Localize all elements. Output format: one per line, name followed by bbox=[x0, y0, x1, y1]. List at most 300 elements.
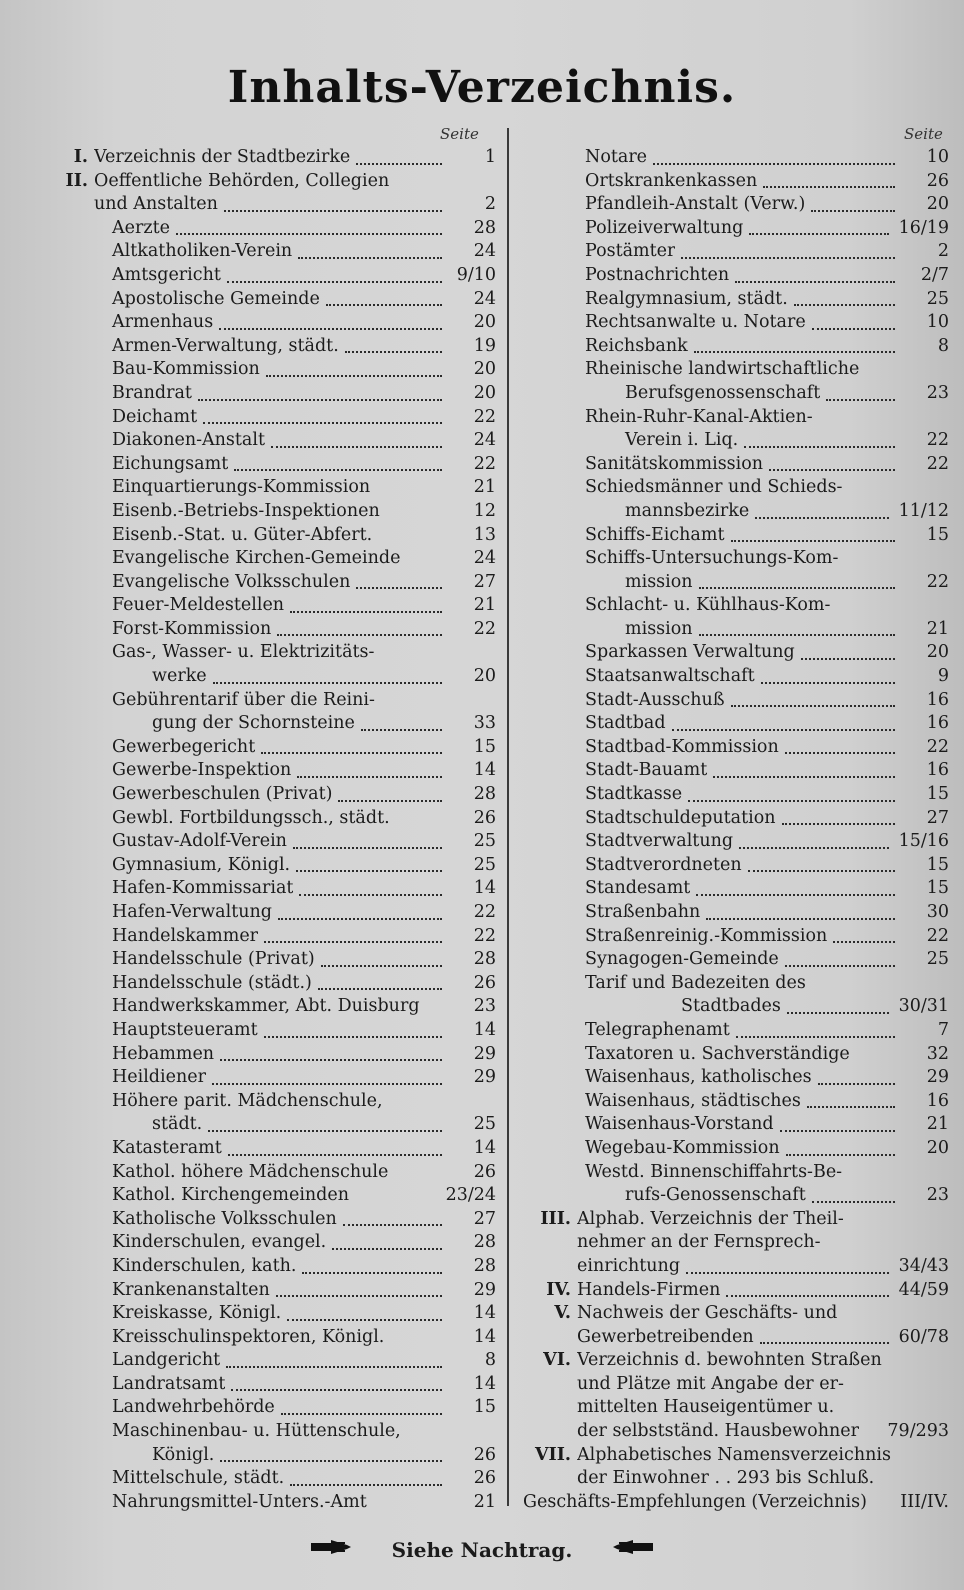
toc-entry bbox=[56, 1279, 496, 1303]
dot-leader bbox=[696, 884, 895, 896]
toc-entry-label: Katholische Volksschulen bbox=[112, 1208, 337, 1229]
toc-entry bbox=[523, 170, 949, 194]
toc-entry-page: 22 bbox=[473, 925, 496, 946]
toc-entry bbox=[523, 1019, 949, 1043]
dot-leader bbox=[302, 1262, 442, 1274]
toc-entry bbox=[523, 594, 949, 618]
toc-entry-page: 13 bbox=[473, 524, 496, 545]
dot-leader bbox=[681, 247, 895, 259]
toc-entry-page: 22 bbox=[473, 453, 496, 474]
dot-leader bbox=[299, 884, 442, 896]
toc-entry bbox=[523, 1373, 949, 1397]
toc-entry-page: 26 bbox=[926, 170, 949, 191]
dot-leader bbox=[713, 766, 895, 778]
toc-entry-label: Gustav-Adolf-Verein bbox=[112, 831, 287, 852]
toc-entry bbox=[56, 476, 496, 500]
dot-leader bbox=[787, 1002, 889, 1014]
dot-leader bbox=[812, 1191, 895, 1203]
dot-leader bbox=[731, 695, 895, 707]
dot-leader bbox=[356, 153, 442, 165]
toc-entry-label: Gewerbe-Inspektion bbox=[112, 760, 292, 781]
toc-entry-label: Standesamt bbox=[585, 878, 691, 899]
toc-entry bbox=[523, 689, 949, 713]
dot-leader bbox=[694, 341, 895, 353]
toc-entry bbox=[523, 358, 949, 382]
toc-entry bbox=[523, 1231, 949, 1255]
toc-entry-label: Eisenb.-Betriebs-Inspektionen bbox=[112, 500, 380, 521]
dot-leader bbox=[744, 436, 895, 448]
dot-leader bbox=[739, 837, 888, 849]
toc-entry bbox=[56, 925, 496, 949]
toc-entry bbox=[523, 453, 949, 477]
toc-entry-label: Telegraphenamt bbox=[585, 1019, 730, 1040]
dot-leader bbox=[686, 1262, 889, 1274]
toc-entry bbox=[523, 736, 949, 760]
pointing-hand-left-icon bbox=[611, 1537, 655, 1562]
dot-leader bbox=[276, 1285, 442, 1297]
toc-entry-page: 16/19 bbox=[898, 217, 949, 238]
toc-entry bbox=[56, 193, 496, 217]
toc-entry-page: 15 bbox=[926, 784, 949, 805]
toc-entry-page: 23 bbox=[926, 1185, 949, 1206]
toc-entry bbox=[523, 335, 949, 359]
toc-entry-label: Rhein-Ruhr-Kanal-Aktien- bbox=[585, 406, 813, 427]
toc-entry-page: 20 bbox=[926, 1137, 949, 1158]
toc-entry-page: 28 bbox=[473, 949, 496, 970]
toc-entry bbox=[56, 524, 496, 548]
toc-entry-label: Tarif und Badezeiten des bbox=[585, 972, 806, 993]
toc-entry bbox=[56, 594, 496, 618]
toc-entry-label: Rechtsanwalte u. Notare bbox=[585, 312, 806, 333]
dot-leader bbox=[760, 1332, 889, 1344]
toc-entry-label: Taxatoren u. Sachverständige bbox=[585, 1043, 850, 1064]
dot-leader bbox=[290, 601, 442, 613]
toc-entry bbox=[523, 571, 949, 595]
toc-entry bbox=[523, 406, 949, 430]
toc-entry bbox=[523, 901, 949, 925]
toc-entry bbox=[56, 712, 496, 736]
toc-entry-label: Katasteramt bbox=[112, 1137, 222, 1158]
toc-entry bbox=[56, 1326, 496, 1350]
toc-entry-label: Waisenhaus, städtisches bbox=[585, 1090, 801, 1111]
toc-entry-page: 14 bbox=[473, 760, 496, 781]
dot-leader bbox=[769, 459, 895, 471]
toc-entry bbox=[56, 995, 496, 1019]
toc-entry bbox=[56, 618, 496, 642]
toc-entry-label: Gewerbegericht bbox=[112, 736, 256, 757]
toc-entry bbox=[523, 1208, 949, 1232]
toc-entry-page: 22 bbox=[926, 736, 949, 757]
toc-entry-page: 2 bbox=[937, 241, 949, 262]
toc-entry-label: Kathol. höhere Mädchenschule bbox=[112, 1161, 389, 1182]
toc-entry bbox=[523, 618, 949, 642]
dot-leader bbox=[735, 271, 895, 283]
toc-entry bbox=[523, 382, 949, 406]
toc-entry bbox=[56, 406, 496, 430]
toc-entry-label: Geschäfts-Empfehlungen (Verzeichnis) bbox=[523, 1491, 867, 1512]
toc-entry bbox=[523, 1161, 949, 1185]
toc-entry-label: Gewerbeschulen (Privat) bbox=[112, 784, 333, 805]
toc-entry-page: 15/16 bbox=[898, 831, 949, 852]
toc-entry bbox=[56, 429, 496, 453]
toc-entry-label: und Plätze mit Angabe der er- bbox=[577, 1373, 844, 1394]
toc-entry bbox=[523, 1066, 949, 1090]
toc-entry bbox=[523, 1090, 949, 1114]
toc-entry bbox=[523, 1043, 949, 1067]
toc-entry-label: Hauptsteueramt bbox=[112, 1019, 258, 1040]
footer-text: Siehe Nachtrag. bbox=[391, 1537, 573, 1562]
toc-entry-label: Landgericht bbox=[112, 1350, 221, 1371]
toc-entry bbox=[56, 1090, 496, 1114]
dot-leader bbox=[782, 813, 895, 825]
toc-entry-page: 24 bbox=[473, 288, 496, 309]
dot-leader bbox=[287, 1309, 442, 1321]
toc-entry-label: Forst-Kommission bbox=[112, 618, 272, 639]
toc-entry-label: mission bbox=[625, 618, 693, 639]
toc-entry-page: 25 bbox=[473, 1114, 496, 1135]
dot-leader bbox=[699, 624, 895, 636]
toc-entry-label: Alphab. Verzeichnis der Theil- bbox=[577, 1208, 844, 1229]
toc-entry-page: 9/10 bbox=[456, 264, 496, 285]
toc-entry bbox=[56, 217, 496, 241]
dot-leader bbox=[208, 1120, 442, 1132]
toc-entry-label: Kinderschulen, evangel. bbox=[112, 1232, 327, 1253]
toc-entry-label: Handelskammer bbox=[112, 925, 259, 946]
toc-entry-page: 21 bbox=[926, 618, 949, 639]
toc-entry-label: der selbstständ. Hausbewohner bbox=[577, 1421, 859, 1442]
toc-entry bbox=[523, 641, 949, 665]
toc-entry-label: Armenhaus bbox=[112, 312, 214, 333]
toc-entry-label: Stadtbad bbox=[585, 713, 666, 734]
toc-entry bbox=[56, 500, 496, 524]
toc-entry bbox=[523, 830, 949, 854]
toc-entry-label: Stadtschuldeputation bbox=[585, 807, 776, 828]
toc-entry-page: 27 bbox=[473, 571, 496, 592]
toc-entry bbox=[56, 1161, 496, 1185]
dot-leader bbox=[699, 577, 895, 589]
toc-entry-label: Königl. bbox=[152, 1444, 215, 1465]
toc-entry-page: III/IV. bbox=[900, 1491, 949, 1512]
dot-leader bbox=[203, 412, 442, 424]
toc-entry bbox=[523, 972, 949, 996]
dot-leader bbox=[219, 318, 442, 330]
toc-entry-page: 44/59 bbox=[898, 1279, 949, 1300]
toc-entry-label: Waisenhaus, katholisches bbox=[585, 1067, 812, 1088]
toc-entry-label: Schlacht- u. Kühlhaus-Kom- bbox=[585, 595, 831, 616]
toc-entry-label: Landwehrbehörde bbox=[112, 1397, 275, 1418]
toc-entry-label: Hafen-Verwaltung bbox=[112, 902, 272, 922]
toc-entry-label: Stadtverordneten bbox=[585, 854, 742, 875]
toc-entry bbox=[56, 1231, 496, 1255]
toc-entry-page: 25 bbox=[926, 949, 949, 970]
toc-entry bbox=[523, 783, 949, 807]
toc-entry-page: 22 bbox=[473, 902, 496, 922]
toc-entry-label: mission bbox=[625, 571, 693, 592]
toc-entry-label: Kreisschulinspektoren, Königl. bbox=[112, 1326, 385, 1347]
toc-entry-page: 10 bbox=[926, 147, 949, 167]
toc-entry-label: Sanitätskommission bbox=[585, 453, 764, 474]
toc-entry bbox=[523, 547, 949, 571]
toc-entry-page: 21 bbox=[926, 1114, 949, 1135]
toc-entry bbox=[56, 571, 496, 595]
toc-entry bbox=[56, 382, 496, 406]
dot-leader bbox=[807, 1096, 895, 1108]
toc-entry bbox=[523, 217, 949, 241]
seite-label-left: Seite bbox=[440, 125, 479, 143]
toc-entry-label: Westd. Binnenschiffahrts-Be- bbox=[585, 1161, 843, 1182]
toc-entry bbox=[523, 854, 949, 878]
dot-leader bbox=[277, 624, 442, 636]
toc-entry bbox=[523, 524, 949, 548]
toc-entry-page: 26 bbox=[473, 1161, 496, 1182]
toc-entry bbox=[523, 1349, 949, 1373]
toc-entry-label: rufs-Genossenschaft bbox=[625, 1185, 806, 1206]
toc-entry-page: 25 bbox=[473, 831, 496, 852]
toc-entry bbox=[56, 1302, 496, 1326]
toc-entry-label: Notare bbox=[585, 147, 648, 167]
dot-leader bbox=[338, 790, 442, 802]
toc-entry-page: 14 bbox=[473, 1137, 496, 1158]
toc-entry-page: 26 bbox=[473, 1444, 496, 1465]
toc-entry bbox=[56, 1255, 496, 1279]
toc-entry-label: Kreiskasse, Königl. bbox=[112, 1303, 282, 1324]
toc-entry-label: mannsbezirke bbox=[625, 500, 750, 521]
toc-entry-label: Stadt-Ausschuß bbox=[585, 689, 725, 710]
toc-entry-page: 14 bbox=[473, 1373, 496, 1394]
toc-entry-label: Gebührentarif über die Reini- bbox=[112, 689, 375, 710]
toc-entry bbox=[56, 547, 496, 571]
toc-entry bbox=[523, 995, 949, 1019]
toc-entry bbox=[523, 1113, 949, 1137]
dot-leader bbox=[198, 389, 442, 401]
toc-entry-label: Aerzte bbox=[112, 217, 170, 238]
toc-entry-page: 79/293 bbox=[887, 1421, 949, 1442]
toc-entry-page: 60/78 bbox=[898, 1326, 949, 1347]
dot-leader bbox=[361, 719, 442, 731]
toc-entry-page: 21 bbox=[473, 477, 496, 498]
toc-entry-label: nehmer an der Fernsprech- bbox=[577, 1232, 821, 1253]
dot-leader bbox=[264, 1026, 442, 1038]
dot-leader bbox=[264, 931, 442, 943]
toc-entry bbox=[56, 453, 496, 477]
toc-entry-page: 15 bbox=[473, 1397, 496, 1418]
toc-entry bbox=[523, 1184, 949, 1208]
toc-entry-label: Eichungsamt bbox=[112, 453, 229, 474]
dot-leader bbox=[220, 1450, 442, 1462]
toc-entry-label: Handelsschule (städt.) bbox=[112, 972, 312, 993]
toc-entry bbox=[56, 1184, 496, 1208]
toc-entry bbox=[56, 1349, 496, 1373]
toc-entry-label: Verein i. Liq. bbox=[625, 430, 739, 451]
toc-entry bbox=[523, 429, 949, 453]
dot-leader bbox=[266, 365, 442, 377]
toc-entry-page: 23 bbox=[473, 996, 496, 1017]
toc-entry bbox=[56, 807, 496, 831]
dot-leader bbox=[213, 672, 442, 684]
dot-leader bbox=[763, 176, 895, 188]
dot-leader bbox=[278, 908, 442, 920]
dot-leader bbox=[785, 742, 895, 754]
toc-entry-page: 16 bbox=[926, 760, 949, 781]
toc-entry-label: Einquartierungs-Kommission bbox=[112, 477, 371, 498]
toc-entry-page: 12 bbox=[473, 500, 496, 521]
toc-entry bbox=[523, 264, 949, 288]
dot-leader bbox=[326, 294, 442, 306]
toc-entry bbox=[56, 854, 496, 878]
toc-entry-number: II. bbox=[65, 170, 88, 191]
toc-entry-page: 20 bbox=[473, 666, 496, 687]
toc-entry-page: 20 bbox=[473, 359, 496, 380]
toc-entry-label: Nachweis der Geschäfts- und bbox=[577, 1303, 838, 1324]
toc-entry-label: einrichtung bbox=[577, 1255, 681, 1276]
toc-entry-label: Schiffs-Eichamt bbox=[585, 524, 725, 545]
toc-entry-page: 16 bbox=[926, 689, 949, 710]
toc-entry-page: 22 bbox=[926, 453, 949, 474]
toc-entry bbox=[56, 264, 496, 288]
dot-leader bbox=[321, 955, 442, 967]
toc-entry bbox=[56, 689, 496, 713]
toc-entry bbox=[523, 193, 949, 217]
toc-entry-page: 20 bbox=[926, 194, 949, 215]
toc-entry bbox=[56, 240, 496, 264]
dot-leader bbox=[297, 766, 442, 778]
toc-entry-page: 23 bbox=[926, 382, 949, 403]
toc-entry-label: Eisenb.-Stat. u. Güter-Abfert. bbox=[112, 524, 373, 545]
dot-leader bbox=[176, 223, 442, 235]
toc-entry bbox=[523, 1396, 949, 1420]
toc-entry bbox=[523, 1302, 949, 1326]
dot-leader bbox=[726, 1285, 888, 1297]
toc-entry bbox=[523, 807, 949, 831]
dot-leader bbox=[261, 742, 442, 754]
toc-entry bbox=[56, 1396, 496, 1420]
dot-leader bbox=[706, 908, 895, 920]
toc-entry-page: 15 bbox=[926, 854, 949, 875]
toc-entry-label: städt. bbox=[152, 1114, 203, 1135]
toc-entry-label: Gymnasium, Königl. bbox=[112, 854, 291, 875]
toc-entry-label: Armen-Verwaltung, städt. bbox=[112, 335, 339, 356]
toc-entry-label: Altkatholiken-Verein bbox=[112, 241, 293, 262]
toc-entry-page: 8 bbox=[484, 1350, 496, 1371]
dot-leader bbox=[345, 341, 442, 353]
toc-entry-label: Stadtbades bbox=[681, 996, 781, 1017]
toc-entry bbox=[56, 1113, 496, 1137]
toc-entry-page: 8 bbox=[937, 335, 949, 356]
toc-entry-number: VII. bbox=[534, 1444, 571, 1465]
toc-entry-label: Reichsbank bbox=[585, 335, 688, 356]
toc-entry bbox=[56, 288, 496, 312]
toc-entry-page: 16 bbox=[926, 713, 949, 734]
toc-entry bbox=[523, 1137, 949, 1161]
toc-entry-label: Handels-Firmen bbox=[577, 1279, 721, 1300]
dot-leader bbox=[234, 459, 442, 471]
toc-entry-label: Postnachrichten bbox=[585, 264, 730, 285]
toc-entry-number: V. bbox=[554, 1303, 571, 1324]
toc-entry-label: Verzeichnis der Stadtbezirke bbox=[94, 147, 351, 167]
toc-entry-page: 25 bbox=[473, 854, 496, 875]
toc-entry-page: 28 bbox=[473, 1232, 496, 1253]
toc-entry-number: I. bbox=[73, 147, 88, 167]
toc-entry bbox=[523, 146, 949, 170]
toc-entry-page: 1 bbox=[484, 147, 496, 167]
toc-entry bbox=[56, 1137, 496, 1161]
toc-entry-label: Gas-, Wasser- u. Elektrizitäts- bbox=[112, 642, 375, 663]
toc-entry bbox=[523, 712, 949, 736]
toc-entry-page: 28 bbox=[473, 784, 496, 805]
toc-entry-page: 30 bbox=[926, 902, 949, 922]
toc-entry bbox=[56, 948, 496, 972]
dot-leader bbox=[212, 1073, 442, 1085]
toc-entry bbox=[56, 335, 496, 359]
toc-entry-label: Evangelische Volksschulen bbox=[112, 571, 351, 592]
toc-entry-label: Handelsschule (Privat) bbox=[112, 949, 315, 970]
toc-entry-page: 33 bbox=[473, 713, 496, 734]
dot-leader bbox=[224, 200, 442, 212]
toc-entry bbox=[523, 288, 949, 312]
toc-entry-page: 7 bbox=[937, 1019, 949, 1040]
dot-leader bbox=[672, 719, 895, 731]
toc-entry-label: Hafen-Kommissariat bbox=[112, 878, 294, 899]
toc-entry-label: Kinderschulen, kath. bbox=[112, 1255, 297, 1276]
toc-entry bbox=[56, 1420, 496, 1444]
toc-entry bbox=[523, 311, 949, 335]
toc-entry-label: Mittelschule, städt. bbox=[112, 1468, 285, 1489]
toc-entry-page: 2 bbox=[484, 194, 496, 215]
column-divider bbox=[507, 128, 509, 1506]
toc-entry-label: Landratsamt bbox=[112, 1373, 226, 1394]
toc-entry-page: 14 bbox=[473, 1326, 496, 1347]
toc-entry-label: Sparkassen Verwaltung bbox=[585, 642, 795, 663]
toc-entry bbox=[56, 1066, 496, 1090]
toc-entry-number: VI. bbox=[543, 1350, 571, 1371]
toc-entry bbox=[523, 1467, 949, 1491]
toc-entry bbox=[523, 759, 949, 783]
toc-entry bbox=[56, 1043, 496, 1067]
dot-leader bbox=[826, 389, 895, 401]
toc-entry-label: Brandrat bbox=[112, 382, 192, 403]
toc-entry-page: 21 bbox=[473, 595, 496, 616]
toc-entry-page: 29 bbox=[926, 1067, 949, 1088]
toc-entry-label: der Einwohner . . 293 bis Schluß. bbox=[577, 1468, 875, 1489]
toc-entry-page: 22 bbox=[926, 571, 949, 592]
toc-entry-label: Handwerkskammer, Abt. Duisburg bbox=[112, 996, 420, 1017]
toc-entry-label: Feuer-Meldestellen bbox=[112, 595, 285, 616]
toc-entry-page: 20 bbox=[473, 382, 496, 403]
toc-entry-page: 20 bbox=[473, 312, 496, 333]
dot-leader bbox=[748, 860, 895, 872]
toc-entry-label: Nahrungsmittel-Unters.-Amt bbox=[112, 1491, 367, 1512]
toc-entry-label: Gewerbetreibenden bbox=[577, 1326, 754, 1347]
toc-entry-label: Straßenreinig.-Kommission bbox=[585, 925, 828, 946]
toc-entry-page: 9 bbox=[937, 666, 949, 687]
dot-leader bbox=[688, 790, 895, 802]
toc-entry bbox=[523, 1420, 949, 1444]
dot-leader bbox=[227, 271, 442, 283]
toc-entry-label: Schiedsmänner und Schieds- bbox=[585, 477, 843, 498]
toc-entry-label: Oeffentliche Behörden, Collegien bbox=[94, 170, 390, 191]
toc-entry-page: 27 bbox=[473, 1208, 496, 1229]
left-column bbox=[56, 146, 496, 1514]
toc-entry-label: Evangelische Kirchen-Gemeinde bbox=[112, 548, 401, 569]
dot-leader bbox=[228, 1144, 442, 1156]
toc-entry-page: 22 bbox=[926, 430, 949, 451]
toc-entry bbox=[56, 830, 496, 854]
toc-entry-page: 16 bbox=[926, 1090, 949, 1111]
toc-entry-label: Deichamt bbox=[112, 406, 198, 427]
toc-entry-label: Pfandleih-Anstalt (Verw.) bbox=[585, 194, 806, 215]
toc-entry-label: Heildiener bbox=[112, 1067, 206, 1088]
toc-entry bbox=[56, 783, 496, 807]
